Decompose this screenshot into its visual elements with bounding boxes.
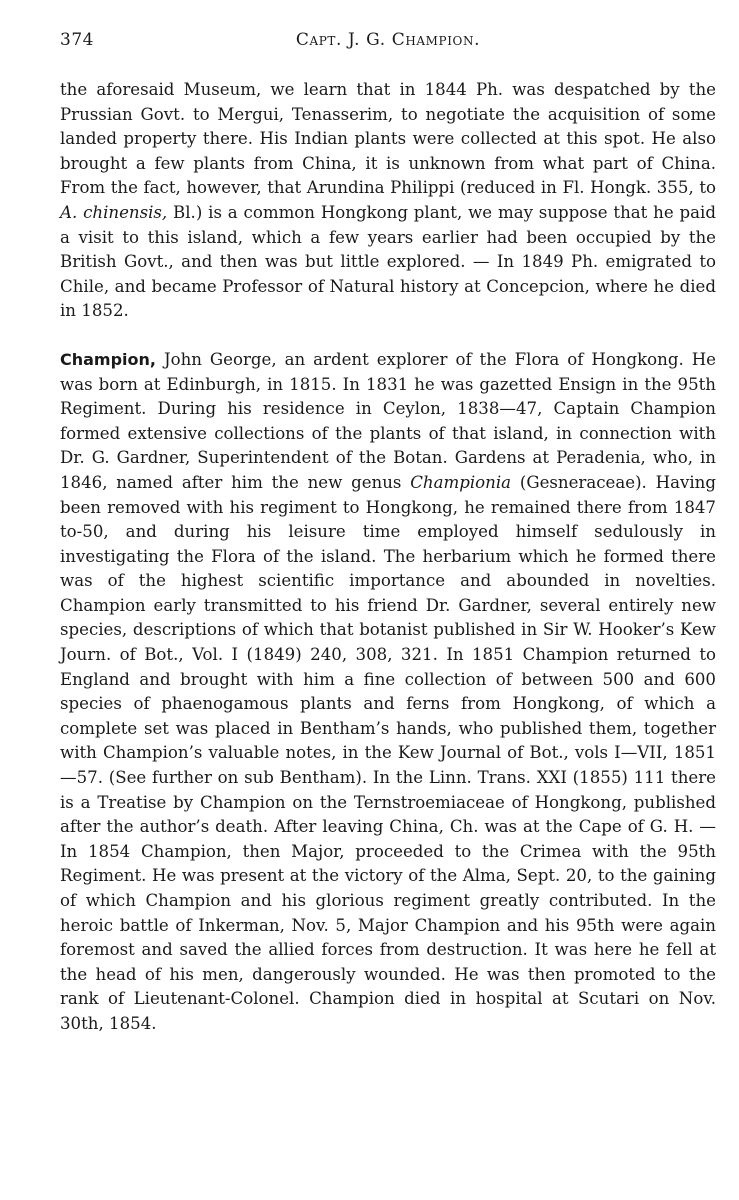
italic-species-name: A. chinensis,	[60, 202, 168, 222]
page-number: 374	[60, 30, 94, 50]
paragraph-text: Bl.) is a common Hongkong plant, we may suppose that he paid a visit to this island, which a few years earlier had been occupied by the British Govt., and then was but little explored. — In 1849 Ph. emigrated to Chile, and became Professor of Natural history at Concepcion, where he died in 1852.	[60, 202, 716, 321]
entry-heading-name: Champion,	[60, 349, 156, 369]
paragraph-philippi-continuation	[60, 78, 716, 324]
running-head: Capt. J. G. Champion.	[295, 30, 481, 50]
body-text	[60, 78, 716, 1037]
page-header	[60, 30, 716, 56]
paragraph-champion-entry	[60, 348, 716, 1037]
paragraph-text: John George, an ardent explorer of the Flora of Hongkong. He was born at Edinburgh, in 1815. In 1831 he was gazetted Ensign in the 95th Regiment. During his residence in Ceylon, 1838—47, Captain Champion formed extensive collections of the plants of that island, in connection with Dr. G. Gardner, Superintendent of the Botan. Gardens at Peradenia, who, in 1846, named after him the new genus	[60, 349, 716, 492]
paragraph-text: the aforesaid Museum, we learn that in 1844 Ph. was despatched by the Prussian Govt. to Mergui, Tenasserim, to negotiate the acquisition of some landed property there. His Indian plants were collected at this spot. He also brought a few plants from China, it is unknown from what part of China. From the fact, however, that Arundina Philippi (reduced in Fl. Hongk. 355, to	[60, 80, 716, 198]
paragraph-text: (Gesneraceae). Having been removed with his regiment to Hongkong, he remained there from 1847 to-50, and during his leisure time employed himself sedulously in investigating the Flora of the island. The herbarium which he formed there was of the highest scientific importance and abounded in novelties. Champion early transmitted to his friend Dr. Gardner, several entirely new species, descriptions of which that botanist published in Sir W. Hooker’s Kew Journ. of Bot., Vol. I (1849) 240, 308, 321. In 1851 Champion returned to England and brought with him a fine collection of between 500 and 600 species of phaenogamous plants and ferns from Hongkong, of which a complete set was placed in Bentham’s hands, who published them, together with Champion’s valuable notes, in the Kew Journal of Bot., vols I—VII, 1851—57. (See further on sub Bentham). In the Linn. Trans. XXI (1855) 111 there is a Treatise by Champion on the Ternstroemiaceae of Hongkong, published after the author’s death. After leaving China, Ch. was at the Cape of G. H. — In 1854 Champion, then Major, proceeded to the Crimea with the 95th Regiment. He was present at the victory of the Alma, Sept. 20, to the gaining of which Champion and his glorious regiment greatly contributed. In the heroic battle of Inkerman, Nov. 5, Major Champion and his 95th were again foremost and saved the allied forces from destruction. It was here he fell at the head of his men, dangerously wounded. He was then promoted to the rank of Lieutenant-Colonel. Champion died in hospital at Scutari on Nov. 30th, 1854.	[60, 472, 716, 1033]
italic-genus-name: Championia	[410, 472, 512, 492]
